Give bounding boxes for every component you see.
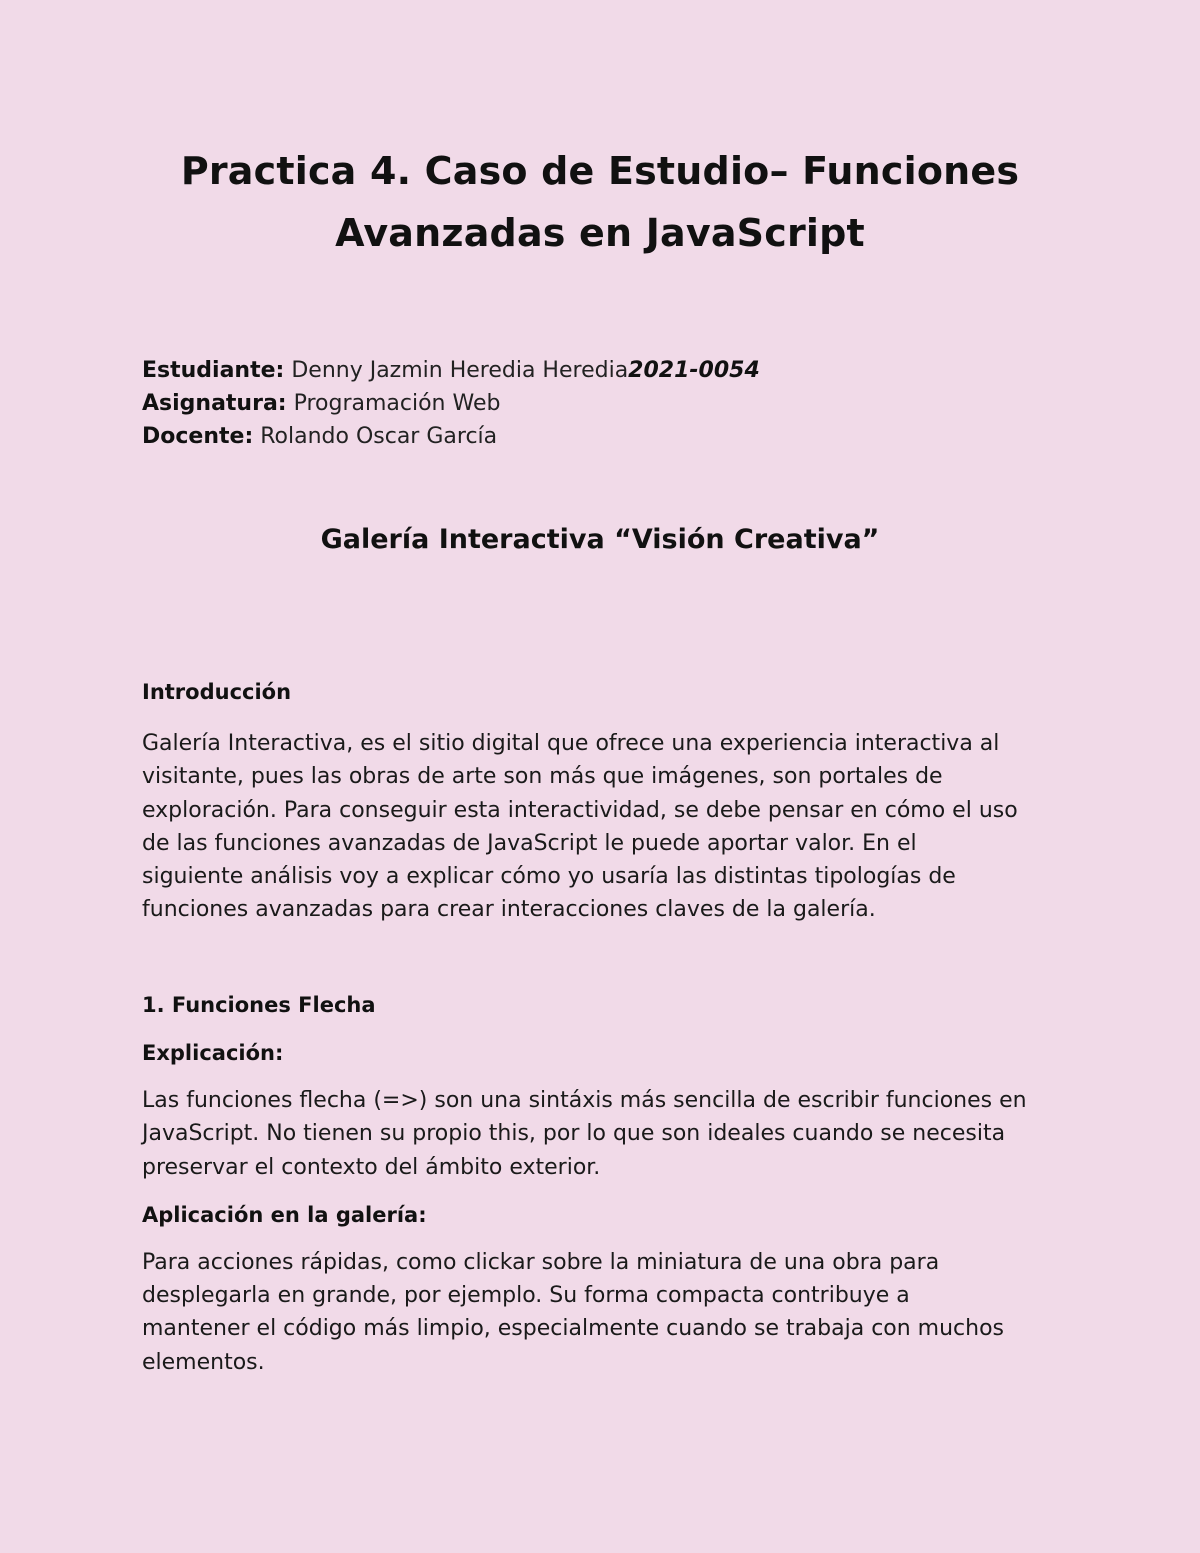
application-line: mantener el código más limpio, especialmente cuando se trabaja con muchos [142,1316,1005,1342]
section-heading: 1. Funciones Flecha [142,993,376,1017]
intro-section [142,677,1072,927]
intro-line: visitante, pues las obras de arte son más que imágenes, son portales de [142,764,943,790]
intro-line: de las funciones avanzadas de JavaScript le puede aportar valor. En el [142,830,917,856]
intro-paragraph [142,727,1072,927]
intro-line: funciones avanzadas para crear interacciones claves de la galería. [142,897,876,923]
teacher-name: Rolando Oscar García [253,424,498,449]
explanation-heading: Explicación: [142,1041,284,1065]
teacher-label: Docente: [142,424,254,449]
application-heading: Aplicación en la galería: [142,1202,427,1227]
gallery-subtitle: Galería Interactiva “Visión Creativa” [320,524,880,555]
title-line-1: Practica 4. Caso de Estudio– Funciones [180,149,1020,193]
intro-heading: Introducción [142,680,292,704]
student-name: Denny Jazmin Heredia Heredia [284,358,629,383]
teacher-row [142,420,760,453]
subject-name: Programación Web [286,391,501,416]
explanation-line: preservar el contexto del ámbito exterior. [142,1154,601,1180]
document-title [100,140,1100,264]
title-line-2: Avanzadas en JavaScript [335,211,865,255]
application-line: desplegarla en grande, por ejemplo. Su forma compacta contribuye a [142,1283,910,1309]
application-line: elementos. [142,1349,265,1375]
intro-line: exploración. Para conseguir esta interactividad, se debe pensar en cómo el uso [142,797,1018,823]
student-info [142,354,760,453]
subject-label: Asignatura: [142,391,287,416]
explanation-line: JavaScript. No tienen su propio this, por lo que son ideales cuando se necesita [142,1121,1006,1147]
intro-line: siguiente análisis voy a explicar cómo yo usaría las distintas tipologías de [142,864,956,890]
student-label: Estudiante: [142,358,285,383]
explanation-paragraph [142,1084,1072,1184]
student-id: 2021-0054 [628,358,760,383]
subject-row [142,387,760,420]
explanation-line: Las funciones flecha (=>) son una sintáxis más sencilla de escribir funciones en [142,1088,1027,1113]
arrow-functions-section [142,990,1072,1379]
intro-line: Galería Interactiva, es el sitio digital que ofrece una experiencia interactiva al [142,731,1000,756]
student-row [142,354,760,387]
application-paragraph [142,1246,1072,1379]
application-line: Para acciones rápidas, como clickar sobre la miniatura de una obra para [142,1249,940,1275]
